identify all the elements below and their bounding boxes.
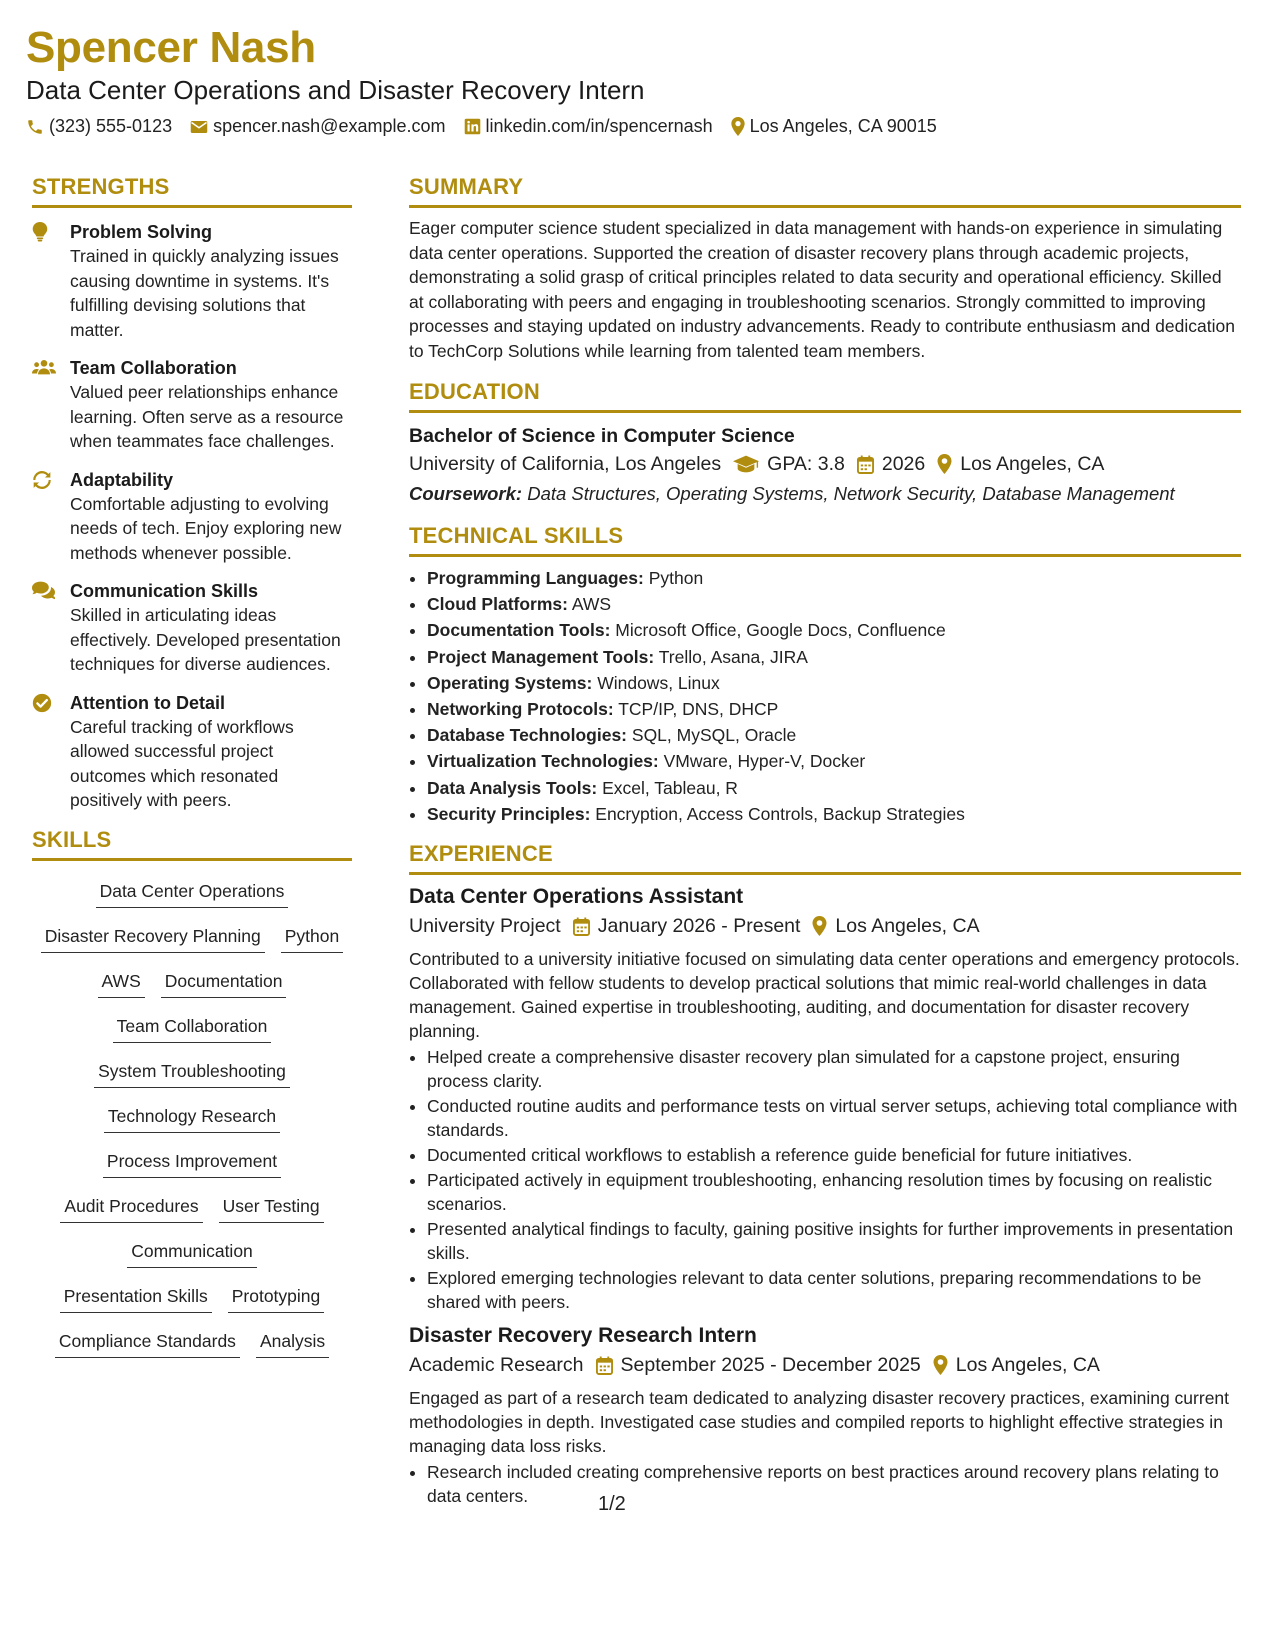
- summary-text: Eager computer science student specialized in data management with hands-on experience in simulating data center operations. Supported the creation of disaster recovery plans through academic projects, demonstrating a solid grasp of critical principles related to data security and operational efficiency. Skilled at collaborating with peers and engaging in troubleshooting scenarios. Strongly committed to improving processes and staying updated on industry advancements. Ready to contribute enthusiasm and dedication to TechCorp Solutions while learning from talented team members.: [409, 218, 1235, 361]
- gpa-text: GPA: 3.8: [767, 453, 845, 475]
- tech-skill-item: [427, 801, 1241, 827]
- tech-skill-item: [427, 696, 1241, 722]
- job-bullets: [409, 1460, 1241, 1508]
- map-marker-icon: [812, 916, 827, 936]
- tech-skill-label: Operating Systems:: [427, 672, 593, 693]
- job-dates: January 2026 - Present: [597, 915, 801, 938]
- skill-row: [32, 961, 352, 1006]
- skill-tag: Compliance Standards: [55, 1329, 240, 1358]
- job-bullets: [409, 1045, 1241, 1314]
- coursework-label: Coursework:: [409, 483, 523, 504]
- job-bullet: • Participated actively in equipment troubleshooting, enhancing resolution times by focusing on realistic scenarios.: [427, 1168, 1241, 1216]
- tech-skill-item: [427, 748, 1241, 774]
- strength-title: Attention to Detail: [70, 692, 225, 713]
- skill-tag: AWS: [98, 969, 145, 998]
- contact-location: [731, 116, 937, 137]
- strength-desc: Valued peer relationships enhance learning. Often serve as a resource when teammates face challenges.: [70, 382, 344, 451]
- skill-tag: Audit Procedures: [60, 1194, 202, 1223]
- tech-skill-label: Security Principles:: [427, 803, 591, 824]
- tech-skill-value: Excel, Tableau, R: [602, 777, 738, 798]
- strength-item: [32, 356, 352, 454]
- tech-skill-value: Python: [648, 568, 704, 588]
- envelope-icon: [190, 119, 208, 135]
- strength-item: [32, 691, 352, 813]
- map-marker-icon: [933, 1355, 948, 1375]
- graduation-cap-icon: [733, 455, 759, 473]
- strength-item: [32, 220, 352, 342]
- summary-heading: SUMMARY: [409, 174, 1241, 208]
- skill-tag: Data Center Operations: [96, 879, 289, 908]
- job-org: University Project: [409, 915, 561, 938]
- sync-icon: [32, 470, 52, 490]
- education-meta: [409, 449, 1241, 479]
- job-org: Academic Research: [409, 1354, 584, 1377]
- job-dates: September 2025 - December 2025: [620, 1354, 921, 1377]
- strengths-list: [32, 220, 352, 813]
- strength-desc: Skilled in articulating ideas effectively. Developed presentation techniques for diverse audiences.: [70, 605, 341, 674]
- tech-skill-label: Networking Protocols:: [427, 699, 614, 720]
- technical-skills-heading: TECHNICAL SKILLS: [409, 523, 1241, 557]
- skill-row: [32, 1096, 352, 1141]
- map-marker-icon: [937, 454, 952, 474]
- skills-tags: [32, 871, 352, 1366]
- calendar-icon: [573, 917, 590, 936]
- tech-skill-label: Cloud Platforms:: [427, 594, 568, 615]
- skill-tag: User Testing: [219, 1194, 324, 1223]
- job-bullet: • Helped create a comprehensive disaster recovery plan simulated for a capstone project, ensuring process clarity.: [427, 1045, 1241, 1093]
- skill-tag: Disaster Recovery Planning: [41, 924, 265, 953]
- skill-row: [32, 1051, 352, 1096]
- contact-phone: [26, 116, 172, 137]
- degree-title: Bachelor of Science in Computer Science: [409, 425, 795, 447]
- tech-skill-value: Encryption, Access Controls, Backup Strategies: [595, 803, 965, 824]
- technical-skills-list: [409, 565, 1241, 827]
- job-bullet: • Explored emerging technologies relevant to data center solutions, preparing recommendations to be shared with peers.: [427, 1266, 1241, 1314]
- skill-row: [32, 1006, 352, 1051]
- skill-tag: Communication: [127, 1239, 257, 1268]
- education-heading: EDUCATION: [409, 379, 1241, 413]
- tech-skill-label: Documentation Tools:: [427, 620, 611, 641]
- check-circle-icon: [32, 693, 52, 713]
- job-meta: [409, 1350, 1241, 1380]
- tech-skill-item: [427, 644, 1241, 670]
- linkedin-icon: [464, 118, 481, 135]
- page-number: 1/2: [598, 1493, 626, 1515]
- school-name: University of California, Los Angeles: [409, 453, 722, 475]
- job-title: Disaster Recovery Research Intern: [409, 1324, 757, 1348]
- school-location: Los Angeles, CA: [960, 453, 1105, 475]
- strength-title: Communication Skills: [70, 581, 259, 601]
- job-location: Los Angeles, CA: [955, 1354, 1100, 1377]
- skill-tag: Technology Research: [104, 1104, 280, 1133]
- tech-skill-label: Project Management Tools:: [427, 646, 655, 667]
- users-icon: [32, 358, 56, 376]
- strengths-heading: STRENGTHS: [32, 174, 352, 208]
- skill-tag: Team Collaboration: [113, 1014, 272, 1043]
- skill-tag: Python: [281, 924, 343, 953]
- experience-heading: EXPERIENCE: [409, 841, 1241, 875]
- strength-title: Adaptability: [70, 469, 174, 490]
- left-column: [32, 174, 352, 1366]
- tech-skill-value: TCP/IP, DNS, DHCP: [618, 699, 779, 720]
- calendar-icon: [596, 1356, 613, 1375]
- strength-item: [32, 468, 352, 566]
- location-text: Los Angeles, CA 90015: [749, 116, 937, 136]
- tech-skill-item: [427, 775, 1241, 801]
- tech-skill-value: SQL, MySQL, Oracle: [631, 725, 797, 746]
- tech-skill-label: Database Technologies:: [427, 725, 628, 746]
- contact-row: [26, 116, 1249, 137]
- tech-skill-value: Microsoft Office, Google Docs, Confluence: [615, 620, 946, 641]
- tech-skill-label: Programming Languages:: [427, 568, 644, 588]
- phone-icon: [26, 118, 44, 136]
- header: [26, 22, 1249, 137]
- coursework-list: Data Structures, Operating Systems, Network Security, Database Management: [527, 483, 1175, 504]
- skill-row: [32, 1321, 352, 1366]
- tech-skill-value: VMware, Hyper-V, Docker: [663, 751, 866, 772]
- candidate-name: Spencer Nash: [26, 23, 316, 72]
- job-description: Engaged as part of a research team dedicated to analyzing disaster recovery practices, examining current methodologies in depth. Investigated case studies and compiled reports to highlight effective strategies in managing data loss risks.: [409, 1388, 1230, 1457]
- job-description: Contributed to a university initiative focused on simulating data center operations and emergency protocols. Collaborated with fellow students to develop practical solutions that mimic real-world challenges in data management. Gained expertise in troubleshooting, auditing, and documentation for disaster recovery planning.: [409, 949, 1240, 1042]
- tech-skill-value: Windows, Linux: [597, 672, 720, 693]
- tech-skill-item: [427, 617, 1241, 643]
- strength-desc: Careful tracking of workflows allowed successful project outcomes which resonated positively with peers.: [70, 716, 294, 810]
- job-bullet: • Presented analytical findings to faculty, gaining positive insights for further improvements in presentation skills.: [427, 1217, 1241, 1265]
- map-marker-icon: [731, 117, 745, 136]
- job-bullet: • Documented critical workflows to establish a reference guide beneficial for future initiatives.: [427, 1143, 1241, 1167]
- skill-tag: Process Improvement: [103, 1149, 281, 1178]
- coursework: [409, 479, 1241, 509]
- right-column: [409, 174, 1241, 1509]
- contact-email[interactable]: [190, 116, 445, 137]
- job-entry: [409, 883, 1241, 1314]
- phone-text: (323) 555-0123: [49, 116, 173, 136]
- strength-item: [32, 579, 352, 677]
- skill-tag: Presentation Skills: [60, 1284, 212, 1313]
- strength-desc: Trained in quickly analyzing issues causing downtime in systems. It's fulfilling devising solutions that matter.: [70, 246, 339, 340]
- email-text[interactable]: spencer.nash@example.com: [213, 116, 446, 136]
- job-bullet: • Research included creating comprehensive reports on best practices around recovery plans relating to data centers.: [427, 1460, 1241, 1508]
- job-entry: [409, 1322, 1241, 1508]
- skill-tag: Documentation: [161, 969, 287, 998]
- skill-row: [32, 871, 352, 916]
- graduation-year: 2026: [881, 453, 926, 475]
- skill-row: [32, 1141, 352, 1186]
- tech-skill-item: [427, 591, 1241, 617]
- skills-heading: SKILLS: [32, 827, 352, 861]
- tech-skill-item: [427, 722, 1241, 748]
- strength-desc: Comfortable adjusting to evolving needs of tech. Enjoy exploring new methods whenever possible.: [70, 493, 342, 563]
- strength-title: Team Collaboration: [70, 358, 237, 378]
- job-bullet: • Conducted routine audits and performance tests on virtual server setups, achieving total compliance with standards.: [427, 1094, 1241, 1142]
- tech-skill-label: Data Analysis Tools:: [427, 777, 598, 798]
- skill-tag: Analysis: [256, 1329, 329, 1358]
- tech-skill-item: [427, 565, 1241, 591]
- tech-skill-value: Trello, Asana, JIRA: [658, 646, 808, 667]
- job-location: Los Angeles, CA: [835, 915, 980, 938]
- lightbulb-icon: [32, 222, 48, 242]
- skill-tag: Prototyping: [228, 1284, 325, 1313]
- comments-icon: [32, 581, 55, 600]
- skill-tag: System Troubleshooting: [94, 1059, 290, 1088]
- skill-row: [32, 1231, 352, 1276]
- tech-skill-item: [427, 670, 1241, 696]
- job-title: Data Center Operations Assistant: [409, 885, 744, 909]
- linkedin-text[interactable]: linkedin.com/in/spencernash: [485, 116, 713, 136]
- skill-row: [32, 1276, 352, 1321]
- calendar-icon: [857, 455, 874, 474]
- tech-skill-label: Virtualization Technologies:: [427, 751, 659, 772]
- tech-skill-value: AWS: [571, 594, 612, 615]
- job-meta: [409, 911, 1241, 941]
- contact-linkedin[interactable]: [464, 116, 713, 137]
- strength-title: Problem Solving: [70, 222, 213, 242]
- skill-row: [32, 1186, 352, 1231]
- skill-row: [32, 916, 352, 961]
- candidate-role: Data Center Operations and Disaster Recovery Intern: [26, 75, 645, 105]
